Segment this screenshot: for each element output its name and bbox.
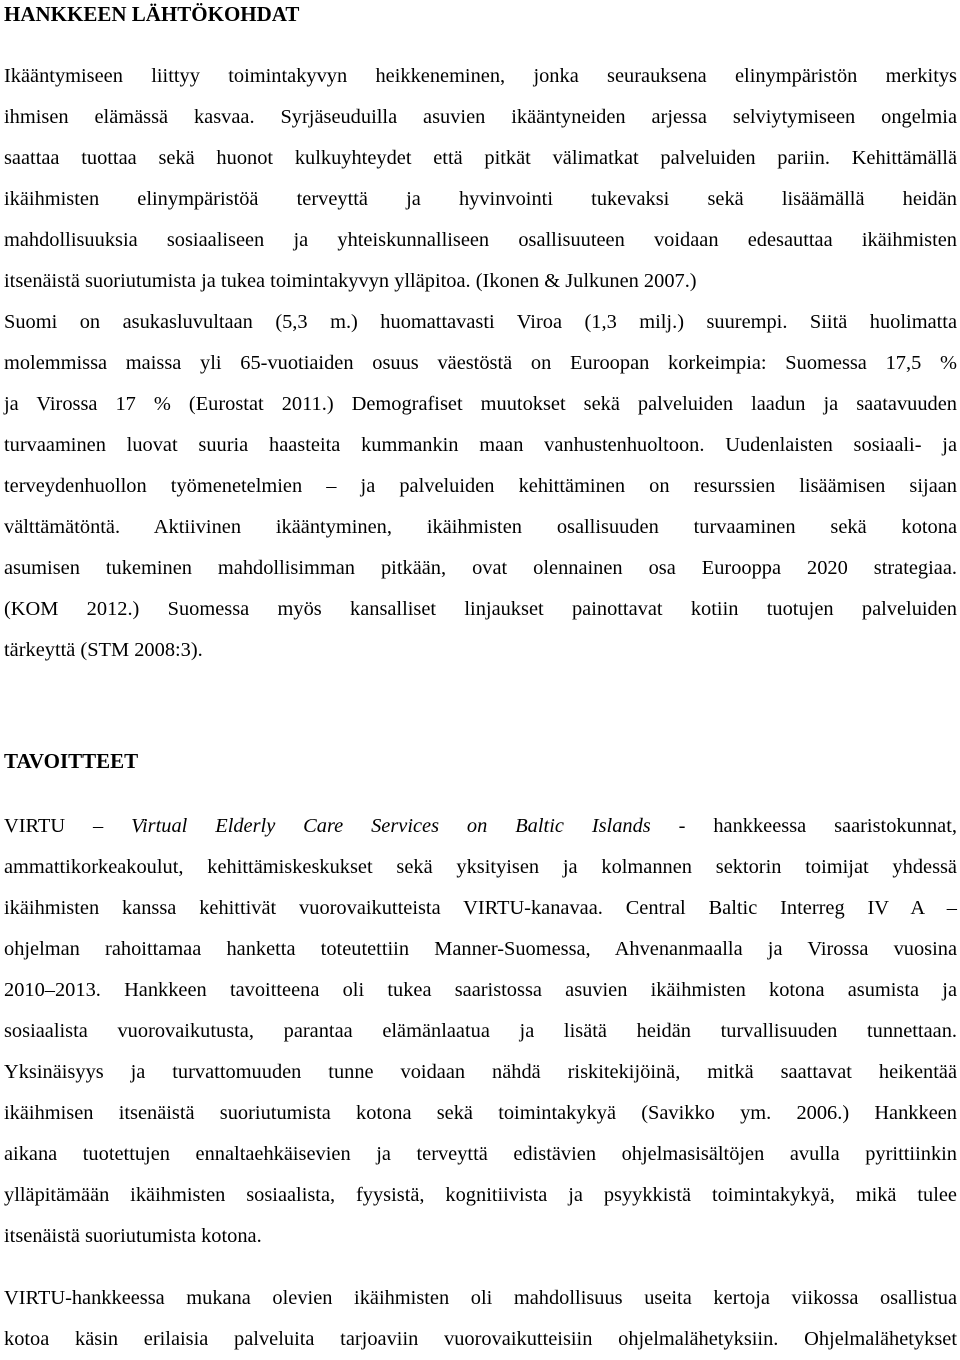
paragraph-virtu-participation (4, 1278, 957, 1360)
text-line: tärkeyttä (STM 2008:3). (4, 639, 203, 661)
text-line-first (4, 806, 957, 847)
text-line: (KOM 2012.) Suomessa myös kansalliset linjaukset painottavat kotiin tuotujen palveluiden (4, 598, 957, 620)
text-line: ikäihmisen itsenäistä suoriutumista kotona sekä toimintakykyä (Savikko ym. 2006.) Hankkeen (4, 1102, 957, 1124)
text-line: terveydenhuollon työmenetelmien – ja palveluiden kehittäminen on resurssien lisäämisen sijaan (4, 475, 957, 497)
paragraph-tavoitteet (4, 806, 957, 1257)
text-line: aikana tuotettujen ennaltaehkäisevien ja terveyttä edistävien ohjelmasisältöjen avulla pyrittiinkin (4, 1143, 957, 1165)
text-line: molemmissa maissa yli 65-vuotiaiden osuus väestöstä on Euroopan korkeimpia: Suomessa 17,5 % (4, 352, 957, 374)
text-line: Yksinäisyys ja turvattomuuden tunne voidaan nähdä riskitekijöinä, mitkä saattavat heikentää (4, 1061, 957, 1083)
text-line: itsenäistä suoriutumista kotona. (4, 1225, 262, 1247)
paragraph-lahtokohdat (4, 56, 957, 671)
text-line: sosiaalista vuorovaikutusta, parantaa elämänlaatua ja lisätä heidän turvallisuuden tunnettaan. (4, 1020, 957, 1042)
text-line: ja Virossa 17 % (Eurostat 2011.) Demografiset muutokset sekä palveluiden laadun ja saatavuuden (4, 393, 957, 415)
text-line: itsenäistä suoriutumista ja tukea toimintakyvyn ylläpitoa. (Ikonen & Julkunen 2007.) (4, 270, 697, 292)
text-line: asumisen tukeminen mahdollisimman pitkään, ovat olennainen osa Eurooppa 2020 strategiaa. (4, 557, 957, 579)
text-fragment: - hankkeessa saaristokunnat, (650, 815, 957, 837)
text-line: välttämätöntä. Aktiivinen ikääntyminen, ikäihmisten osallisuuden turvaaminen sekä kotona (4, 516, 957, 538)
project-full-title: Virtual Elderly Care Services on Baltic Islands (131, 815, 651, 837)
text-line: ihmisen elämässä kasvaa. Syrjäseuduilla asuvien ikääntyneiden arjessa selviytymiseen ongelmia (4, 106, 957, 128)
text-line: kotoa käsin erilaisia palveluita tarjoaviin vuorovaikutteisiin ohjelmalähetyksiin. Ohjelmalähetykset (4, 1328, 957, 1350)
section-heading-tavoitteet: TAVOITTEET (4, 749, 139, 773)
text-line: ammattikorkeakoulut, kehittämiskeskukset sekä yksityisen ja kolmannen sektorin toimijat yhdessä (4, 856, 957, 878)
text-line: turvaaminen luovat suuria haasteita kummankin maan vanhustenhuoltoon. Uudenlaisten sosiaali- ja (4, 434, 957, 456)
section-heading-lahtokohdat: HANKKEEN LÄHTÖKOHDAT (4, 2, 300, 26)
text-line: mahdollisuuksia sosiaaliseen ja yhteiskunnalliseen osallisuuteen voidaan edesauttaa ikäihmisten (4, 229, 957, 251)
text-line: saattaa tuottaa sekä huonot kulkuyhteydet että pitkät välimatkat palveluiden pariin. Kehittämällä (4, 147, 957, 169)
text-line: VIRTU-hankkeessa mukana olevien ikäihmisten oli mahdollisuus useita kertoja viikossa osallistua (4, 1287, 957, 1309)
text-line: ikäihmisten kanssa kehittivät vuorovaikutteista VIRTU-kanavaa. Central Baltic Interreg IV A – (4, 897, 957, 919)
text-line: ikäihmisten elinympäristöä terveyttä ja hyvinvointi tukevaksi sekä lisäämällä heidän (4, 188, 957, 210)
text-line: ylläpitämään ikäihmisten sosiaalista, fyysistä, kognitiivista ja psyykkistä toimintakykyä, mikä tulee (4, 1184, 957, 1206)
text-line: Ikääntymiseen liittyy toimintakyvyn heikkeneminen, jonka seurauksena elinympäristön merkitys (4, 65, 957, 87)
text-line: Suomi on asukasluvultaan (5,3 m.) huomattavasti Viroa (1,3 milj.) suurempi. Siitä huolimatta (4, 311, 957, 333)
text-line: ohjelman rahoittamaa hanketta toteutettiin Manner-Suomessa, Ahvenanmaalla ja Virossa vuosina (4, 938, 957, 960)
text-line: 2010–2013. Hankkeen tavoitteena oli tukea saaristossa asuvien ikäihmisten kotona asumista ja (4, 979, 957, 1001)
project-name: VIRTU – (4, 815, 132, 837)
